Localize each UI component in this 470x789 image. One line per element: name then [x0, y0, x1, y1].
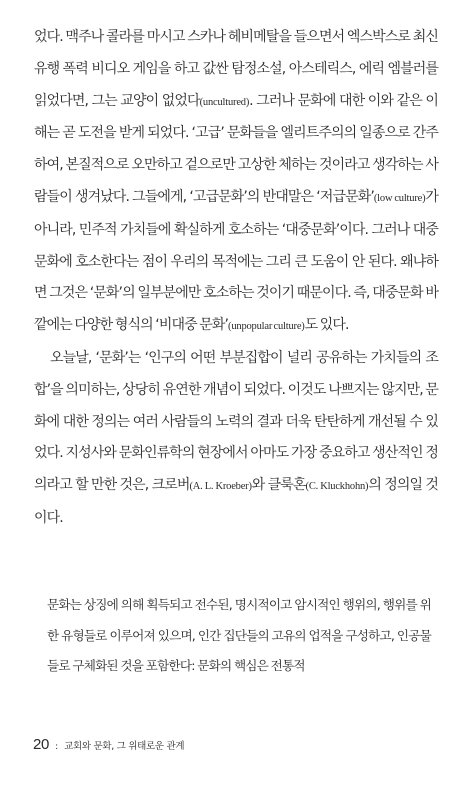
footer-separator: :: [55, 742, 59, 752]
page-footer: [33, 736, 184, 753]
paragraph-2: [34, 343, 438, 535]
block-quote-text: 문화는 상징에 의해 획득되고 전수된, 명시적이고 암시적인 행위의, 행위를 위한 유형들로 이루어져 있으며, 인간 집단들의 고유의 업적을 구성하고, 인공물들로 구체화된 것을 포함한다: 문화의 핵심은 전통적: [47, 597, 431, 673]
block-quote: [47, 590, 431, 682]
paragraph-1-text-1: 었다. 맥주나 콜라를 마시고 스카나 헤비메탈을 들으면서 엑스박스로 최신 유행 폭력 비디오 게임을 하고 값싼 탐정소설, 아스테릭스, 에릭 엠블러를 읽었다면, 그는 교양이 없었다: [34, 29, 438, 109]
paragraph-1-text-4: 도 있다.: [304, 317, 349, 334]
page-number: 20: [33, 736, 50, 753]
paragraph-1-text-2: . 그러나 문화에 대한 이와 같은 이해는 곧 도전을 받게 되었다. ‘고급’ 문화들을 엘리트주의의 일종으로 간주하여, 본질적으로 오만하고 겉으로만 고상한 체하는 것이라고 생각하는 사람들이 생겨났다. 그들에게, ‘고급문화’의 반대말은 ‘저급문화’: [34, 92, 438, 205]
paragraph-2-text-1: 오늘날, ‘문화’는 ‘인구의 어떤 부분집합이 널리 공유하는 가치들의 조합’을 의미하는, 상당히 유연한 개념이 되었다. 이것도 나쁘지는 않지만, 문화에 대한 정의는 여러 사람들의 노력의 결과 더욱 탄탄하게 개선될 수 있었다. 지성사와 문화인류학의 현장에서 아마도 가장 중요하고 생산적인 정의라고 할 만한 것은, 크로버: [34, 349, 438, 494]
english-term-uncultured: (uncultured): [199, 96, 250, 108]
paragraph-2-text-2: 와 클룩혼: [251, 477, 306, 494]
english-term-unpopular-culture: (unpopular culture): [228, 321, 305, 333]
paragraph-1-text-3: 가 아니라, 민주적 가치들에 확실하게 호소하는 ‘대중문화’이다. 그러나 대중문화에 호소한다는 점이 우리의 목적에는 그리 큰 도움이 안 된다. 왜냐하면 그것은 ‘문화’의 일부분에만 호소하는 것이기 때문이다. 즉, 대중문화 바깥에는 다양한 형식의 ‘비대중 문화’: [34, 188, 439, 334]
paragraph-2-text-3: 의 정의일 것이다.: [34, 477, 438, 526]
english-term-low-culture: (low culture): [373, 192, 426, 204]
english-name-kroeber: (A. L. Kroeber): [189, 481, 252, 493]
english-name-kluckhohn: (C. Kluckhohn): [305, 481, 369, 493]
paragraph-1: [34, 22, 438, 343]
body-text: [34, 22, 438, 535]
running-title: 교회와 문화, 그 위태로운 관계: [64, 741, 185, 752]
